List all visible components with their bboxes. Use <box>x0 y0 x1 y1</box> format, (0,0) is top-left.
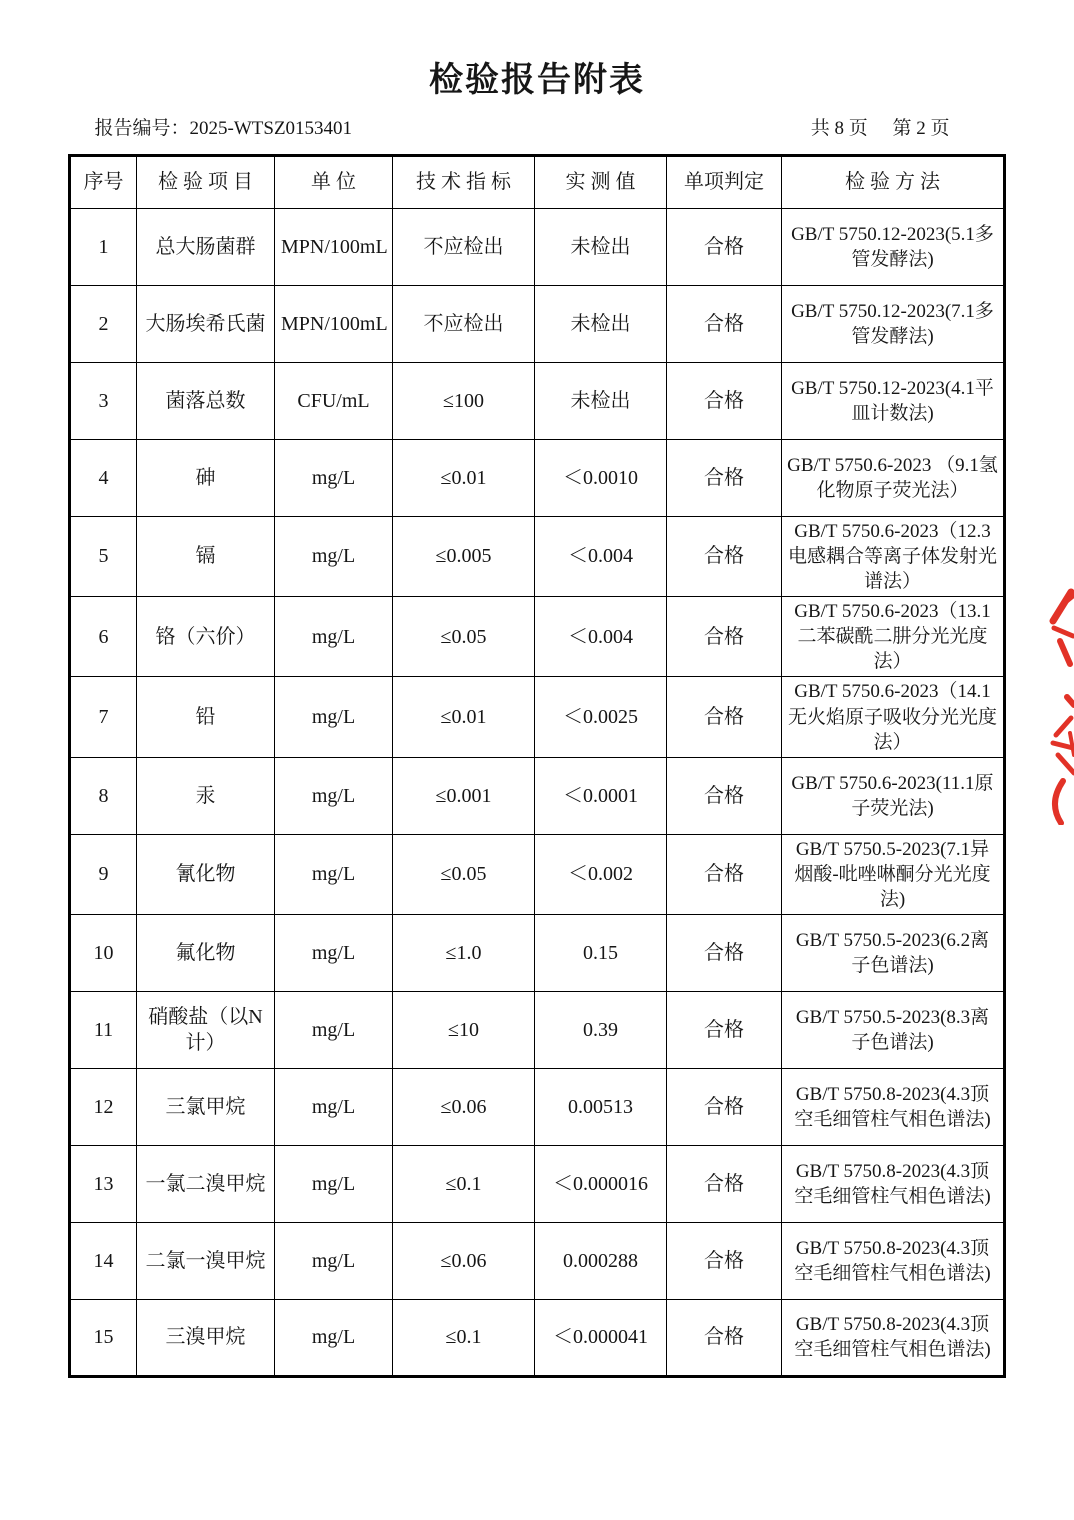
header-unit: 单 位 <box>275 156 393 209</box>
cell-method: GB/T 5750.6-2023（13.1 二苯碳酰二肼分光光度法） <box>782 597 1005 677</box>
cell-unit: CFU/mL <box>275 363 393 440</box>
cell-measured: 0.00513 <box>535 1068 667 1145</box>
cell-method: GB/T 5750.6-2023 （9.1氢化物原子荧光法） <box>782 440 1005 517</box>
cell-limit: ≤0.05 <box>393 597 535 677</box>
cell-serial: 11 <box>70 991 137 1068</box>
cell-unit: MPN/100mL <box>275 209 393 286</box>
cell-method: GB/T 5750.6-2023（12.3电感耦合等离子体发射光谱法） <box>782 517 1005 597</box>
cell-judgment: 合格 <box>667 286 782 363</box>
page-title: 检验报告附表 <box>429 62 645 99</box>
cell-unit: mg/L <box>275 834 393 914</box>
cell-serial: 13 <box>70 1145 137 1222</box>
cell-method: GB/T 5750.8-2023(4.3顶空毛细管柱气相色谱法) <box>782 1222 1005 1299</box>
header-method: 检 验 方 法 <box>782 156 1005 209</box>
cell-serial: 15 <box>70 1299 137 1376</box>
cell-unit: mg/L <box>275 517 393 597</box>
cell-item: 硝酸盐（以N计） <box>137 991 275 1068</box>
cell-serial: 10 <box>70 914 137 991</box>
cell-limit: ≤0.001 <box>393 757 535 834</box>
table-row <box>70 1299 1005 1376</box>
table-row <box>70 914 1005 991</box>
red-seal-fragment <box>1040 585 1074 825</box>
table-row <box>70 677 1005 757</box>
cell-judgment: 合格 <box>667 1068 782 1145</box>
cell-serial: 7 <box>70 677 137 757</box>
cell-judgment: 合格 <box>667 363 782 440</box>
cell-unit: mg/L <box>275 757 393 834</box>
cell-limit: ≤10 <box>393 991 535 1068</box>
cell-measured: ＜0.000041 <box>535 1299 667 1376</box>
cell-judgment: 合格 <box>667 834 782 914</box>
cell-serial: 12 <box>70 1068 137 1145</box>
report-number-value: 2025-WTSZ0153401 <box>189 118 353 139</box>
header-item: 检 验 项 目 <box>137 156 275 209</box>
cell-limit: ≤100 <box>393 363 535 440</box>
cell-measured: 0.15 <box>535 914 667 991</box>
cell-unit: mg/L <box>275 914 393 991</box>
cell-judgment: 合格 <box>667 914 782 991</box>
table-row <box>70 1145 1005 1222</box>
cell-measured: ＜0.0025 <box>535 677 667 757</box>
cell-unit: mg/L <box>275 1145 393 1222</box>
cell-method: GB/T 5750.5-2023(7.1异烟酸-吡唑啉酮分光光度法) <box>782 834 1005 914</box>
cell-measured: ＜0.0010 <box>535 440 667 517</box>
cell-method: GB/T 5750.8-2023(4.3顶空毛细管柱气相色谱法) <box>782 1068 1005 1145</box>
cell-judgment: 合格 <box>667 1299 782 1376</box>
cell-serial: 1 <box>70 209 137 286</box>
cell-item: 大肠埃希氏菌 <box>137 286 275 363</box>
cell-limit: ≤0.005 <box>393 517 535 597</box>
cell-serial: 5 <box>70 517 137 597</box>
table-row <box>70 1068 1005 1145</box>
cell-measured: ＜0.000016 <box>535 1145 667 1222</box>
cell-unit: mg/L <box>275 677 393 757</box>
cell-item: 二氯一溴甲烷 <box>137 1222 275 1299</box>
cell-method: GB/T 5750.5-2023(8.3离子色谱法) <box>782 991 1005 1068</box>
cell-unit: mg/L <box>275 597 393 677</box>
page-total: 共 8 页 <box>810 118 868 139</box>
table-row <box>70 1222 1005 1299</box>
cell-limit: ≤0.1 <box>393 1299 535 1376</box>
table-row <box>70 757 1005 834</box>
cell-serial: 8 <box>70 757 137 834</box>
cell-limit: ≤0.05 <box>393 834 535 914</box>
cell-item: 总大肠菌群 <box>137 209 275 286</box>
cell-limit: 不应检出 <box>393 209 535 286</box>
header-limit: 技 术 指 标 <box>393 156 535 209</box>
meta-row <box>70 113 1005 140</box>
cell-measured: 0.000288 <box>535 1222 667 1299</box>
cell-unit: mg/L <box>275 1068 393 1145</box>
cell-unit: mg/L <box>275 1299 393 1376</box>
cell-limit: ≤0.06 <box>393 1068 535 1145</box>
pagination <box>811 113 950 140</box>
cell-judgment: 合格 <box>667 517 782 597</box>
report-number-label: 报告编号： <box>94 118 190 139</box>
table-header-row <box>70 156 1005 209</box>
header-measured: 实 测 值 <box>535 156 667 209</box>
cell-method: GB/T 5750.5-2023(6.2离子色谱法) <box>782 914 1005 991</box>
table-row <box>70 209 1005 286</box>
cell-measured: 0.39 <box>535 991 667 1068</box>
cell-item: 汞 <box>137 757 275 834</box>
cell-method: GB/T 5750.12-2023(7.1多管发酵法) <box>782 286 1005 363</box>
cell-unit: mg/L <box>275 1222 393 1299</box>
inspection-table <box>68 154 1006 1378</box>
cell-limit: ≤0.06 <box>393 1222 535 1299</box>
cell-unit: mg/L <box>275 440 393 517</box>
header-serial: 序号 <box>70 156 137 209</box>
cell-limit: ≤0.01 <box>393 440 535 517</box>
header-judgment: 单项判定 <box>667 156 782 209</box>
cell-method: GB/T 5750.12-2023(5.1多管发酵法) <box>782 209 1005 286</box>
cell-judgment: 合格 <box>667 209 782 286</box>
cell-measured: ＜0.0001 <box>535 757 667 834</box>
cell-limit: ≤0.01 <box>393 677 535 757</box>
cell-item: 三溴甲烷 <box>137 1299 275 1376</box>
cell-judgment: 合格 <box>667 1222 782 1299</box>
cell-judgment: 合格 <box>667 440 782 517</box>
cell-measured: 未检出 <box>535 286 667 363</box>
cell-serial: 9 <box>70 834 137 914</box>
cell-item: 氰化物 <box>137 834 275 914</box>
table-body <box>70 209 1005 1377</box>
cell-method: GB/T 5750.8-2023(4.3顶空毛细管柱气相色谱法) <box>782 1145 1005 1222</box>
cell-method: GB/T 5750.6-2023(11.1原子荧光法) <box>782 757 1005 834</box>
cell-method: GB/T 5750.6-2023（14.1 无火焰原子吸收分光光度法） <box>782 677 1005 757</box>
cell-measured: ＜0.004 <box>535 517 667 597</box>
cell-item: 氟化物 <box>137 914 275 991</box>
cell-item: 砷 <box>137 440 275 517</box>
cell-unit: mg/L <box>275 991 393 1068</box>
cell-limit: 不应检出 <box>393 286 535 363</box>
cell-method: GB/T 5750.8-2023(4.3顶空毛细管柱气相色谱法) <box>782 1299 1005 1376</box>
table-row <box>70 286 1005 363</box>
table-row <box>70 991 1005 1068</box>
cell-item: 铬（六价） <box>137 597 275 677</box>
cell-item: 镉 <box>137 517 275 597</box>
page-current: 第 2 页 <box>892 118 950 139</box>
cell-measured: ＜0.004 <box>535 597 667 677</box>
cell-serial: 14 <box>70 1222 137 1299</box>
cell-item: 铅 <box>137 677 275 757</box>
cell-serial: 6 <box>70 597 137 677</box>
table-row <box>70 363 1005 440</box>
report-number <box>95 113 353 140</box>
cell-measured: ＜0.002 <box>535 834 667 914</box>
cell-item: 一氯二溴甲烷 <box>137 1145 275 1222</box>
table-row <box>70 440 1005 517</box>
table-row <box>70 834 1005 914</box>
cell-unit: MPN/100mL <box>275 286 393 363</box>
cell-serial: 4 <box>70 440 137 517</box>
cell-judgment: 合格 <box>667 991 782 1068</box>
cell-item: 菌落总数 <box>137 363 275 440</box>
cell-judgment: 合格 <box>667 597 782 677</box>
cell-judgment: 合格 <box>667 1145 782 1222</box>
cell-method: GB/T 5750.12-2023(4.1平皿计数法) <box>782 363 1005 440</box>
cell-limit: ≤1.0 <box>393 914 535 991</box>
table-row <box>70 517 1005 597</box>
cell-measured: 未检出 <box>535 363 667 440</box>
cell-item: 三氯甲烷 <box>137 1068 275 1145</box>
cell-limit: ≤0.1 <box>393 1145 535 1222</box>
cell-serial: 2 <box>70 286 137 363</box>
table-row <box>70 597 1005 677</box>
cell-measured: 未检出 <box>535 209 667 286</box>
cell-judgment: 合格 <box>667 677 782 757</box>
cell-judgment: 合格 <box>667 757 782 834</box>
cell-serial: 3 <box>70 363 137 440</box>
